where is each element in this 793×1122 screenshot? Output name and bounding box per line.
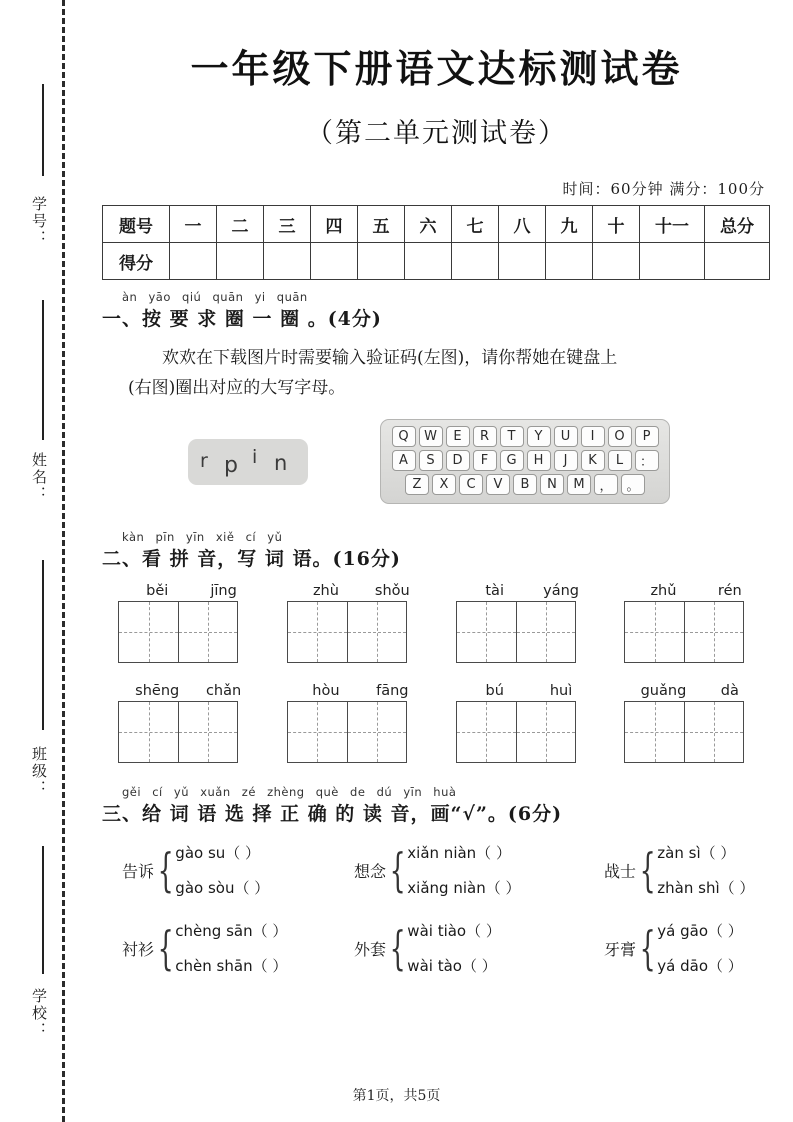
write-word-pinyin bbox=[456, 683, 601, 699]
question-1-title: 一、按 要 求 圈 一 圈 。(4分) bbox=[102, 308, 382, 330]
choice-option[interactable]: gào su（ ） bbox=[175, 844, 261, 862]
margin-rule-3 bbox=[42, 560, 44, 730]
score-cell-4[interactable] bbox=[311, 243, 358, 280]
key-l[interactable]: L bbox=[608, 450, 632, 471]
pinyin-syllable: shēng bbox=[135, 683, 180, 699]
key-n[interactable]: N bbox=[540, 474, 564, 495]
tianzige-cell[interactable] bbox=[178, 702, 237, 762]
score-cell-11[interactable] bbox=[640, 243, 705, 280]
question-3 bbox=[102, 785, 769, 976]
score-cell-6[interactable] bbox=[405, 243, 452, 280]
choice-option[interactable]: chèn shān（ ） bbox=[175, 957, 288, 975]
pinyin-syllable: yǔ bbox=[173, 785, 190, 799]
pinyin-syllable: dà bbox=[720, 683, 739, 699]
captcha-image bbox=[188, 439, 308, 485]
write-word-pinyin bbox=[118, 583, 263, 599]
pinyin-syllable: zé bbox=[241, 785, 256, 799]
tianzige-cell[interactable] bbox=[625, 702, 684, 762]
pinyin-syllable: huà bbox=[433, 785, 457, 799]
exam-meta-info: 时间：60分钟 满分：100分 bbox=[562, 180, 765, 198]
pinyin-syllable: xuǎn bbox=[200, 785, 231, 799]
pinyin-syllable: bú bbox=[485, 683, 504, 699]
key-h[interactable]: H bbox=[527, 450, 551, 471]
choice-option[interactable]: yá dāo（ ） bbox=[657, 957, 743, 975]
tianzige-grid[interactable] bbox=[287, 601, 407, 663]
choice-options bbox=[175, 920, 287, 976]
key-w[interactable]: W bbox=[419, 426, 443, 447]
pinyin-syllable: jīng bbox=[210, 583, 237, 599]
choice-item: 告诉 { gào su（ ） gào sòu（ ） bbox=[122, 843, 270, 897]
question-1-body bbox=[102, 343, 769, 403]
score-cell-10[interactable] bbox=[593, 243, 640, 280]
question-2-grid-row-1 bbox=[102, 583, 769, 663]
tianzige-cell[interactable] bbox=[625, 602, 684, 662]
pinyin-syllable: què bbox=[315, 785, 339, 799]
score-table-col-1: 一 bbox=[170, 206, 217, 243]
question-1-pinyin bbox=[122, 290, 769, 305]
choice-options bbox=[407, 842, 520, 898]
write-word-item bbox=[118, 583, 263, 663]
choice-item: 战士 { zàn sì（ ） zhàn shì（ ） bbox=[604, 843, 755, 897]
table-row-question-numbers bbox=[103, 206, 770, 243]
choice-word: 牙膏 bbox=[604, 939, 637, 959]
margin-field-school: 学校： bbox=[30, 988, 48, 1039]
pinyin-syllable: qiú bbox=[182, 290, 202, 304]
key-b[interactable]: B bbox=[513, 474, 537, 495]
score-cell-3[interactable] bbox=[264, 243, 311, 280]
tianzige-cell[interactable] bbox=[516, 602, 575, 662]
question-1-figures bbox=[102, 419, 769, 504]
page-subtitle: （第二单元测试卷） bbox=[306, 118, 567, 149]
page-title: 一年级下册语文达标测试卷 bbox=[190, 46, 683, 91]
key-a[interactable]: A bbox=[392, 450, 416, 471]
tianzige-cell[interactable] bbox=[288, 702, 347, 762]
choice-options bbox=[175, 842, 269, 898]
margin-field-name: 姓名： bbox=[30, 452, 48, 503]
footer-page-indicator: 第1页，共5页 bbox=[352, 1088, 441, 1104]
key-r[interactable]: R bbox=[473, 426, 497, 447]
question-1 bbox=[102, 290, 769, 504]
keyboard-row-1 bbox=[388, 426, 662, 447]
score-table-col-total: 总分 bbox=[705, 206, 770, 243]
captcha-letter-r: r bbox=[200, 449, 208, 472]
choice-option[interactable]: chèng sān（ ） bbox=[175, 922, 288, 940]
write-word-pinyin bbox=[624, 583, 769, 599]
write-word-pinyin bbox=[624, 683, 769, 699]
score-cell-9[interactable] bbox=[546, 243, 593, 280]
pinyin-syllable: běi bbox=[146, 583, 169, 599]
keyboard-image bbox=[380, 419, 670, 504]
pinyin-syllable: rén bbox=[717, 583, 742, 599]
key-period[interactable]: 。 bbox=[621, 474, 645, 495]
exam-page bbox=[80, 0, 793, 1122]
binding-margin bbox=[0, 0, 80, 1122]
choice-word: 想念 bbox=[354, 861, 387, 881]
tianzige-cell[interactable] bbox=[119, 602, 178, 662]
write-word-item bbox=[118, 683, 263, 763]
choice-option[interactable]: xiǎn niàn（ ） bbox=[407, 844, 511, 862]
choice-option[interactable]: wài tào（ ） bbox=[407, 957, 497, 975]
write-word-item bbox=[287, 583, 432, 663]
question-2-pinyin bbox=[122, 530, 769, 545]
pinyin-syllable: cí bbox=[245, 530, 257, 544]
score-cell-2[interactable] bbox=[217, 243, 264, 280]
key-colon[interactable]: ： bbox=[635, 450, 659, 471]
tianzige-cell[interactable] bbox=[457, 702, 516, 762]
score-cell-7[interactable] bbox=[452, 243, 499, 280]
pinyin-syllable: yǔ bbox=[267, 530, 283, 544]
write-word-item bbox=[456, 683, 601, 763]
key-j[interactable]: J bbox=[554, 450, 578, 471]
margin-rule-4 bbox=[42, 846, 44, 974]
choice-item: 外套 { wài tiào（ ） wài tào（ ） bbox=[354, 921, 501, 975]
choice-options bbox=[407, 920, 501, 976]
margin-rule-2 bbox=[42, 300, 44, 440]
key-v[interactable]: V bbox=[486, 474, 510, 495]
pinyin-syllable: yāo bbox=[148, 290, 171, 304]
key-t[interactable]: T bbox=[500, 426, 524, 447]
question-2 bbox=[102, 530, 769, 763]
tianzige-grid[interactable] bbox=[624, 601, 744, 663]
pinyin-syllable: xiě bbox=[215, 530, 235, 544]
tianzige-cell[interactable] bbox=[178, 602, 237, 662]
choice-option[interactable]: wài tiào（ ） bbox=[407, 922, 501, 940]
write-word-item bbox=[456, 583, 601, 663]
choice-word: 战士 bbox=[604, 861, 637, 881]
score-table-col-10: 十 bbox=[593, 206, 640, 243]
score-cell-total[interactable] bbox=[705, 243, 770, 280]
perforation-dashed-line bbox=[62, 0, 65, 1122]
table-row-scores bbox=[103, 243, 770, 280]
score-table-col-8: 八 bbox=[499, 206, 546, 243]
pinyin-syllable: zhù bbox=[312, 583, 339, 599]
choice-word: 告诉 bbox=[122, 861, 155, 881]
key-e[interactable]: E bbox=[446, 426, 470, 447]
question-3-choice-row-2 bbox=[102, 920, 769, 976]
pinyin-syllable: yáng bbox=[543, 583, 579, 599]
write-word-pinyin bbox=[118, 683, 263, 699]
key-g[interactable]: G bbox=[500, 450, 524, 471]
score-cell-1[interactable] bbox=[170, 243, 217, 280]
score-table-col-4: 四 bbox=[311, 206, 358, 243]
choice-option[interactable]: zàn sì（ ） bbox=[657, 844, 736, 862]
pinyin-syllable: dú bbox=[376, 785, 393, 799]
question-2-grid-row-2 bbox=[102, 683, 769, 763]
choice-option[interactable]: xiǎng niàn（ ） bbox=[407, 879, 521, 897]
pinyin-syllable: hòu bbox=[312, 683, 340, 699]
tianzige-grid[interactable] bbox=[456, 601, 576, 663]
score-table-col-9: 九 bbox=[546, 206, 593, 243]
tianzige-cell[interactable] bbox=[288, 602, 347, 662]
score-table-col-5: 五 bbox=[358, 206, 405, 243]
choice-word: 衬衫 bbox=[122, 939, 155, 959]
choice-options bbox=[657, 920, 743, 976]
tianzige-grid[interactable] bbox=[456, 701, 576, 763]
tianzige-cell[interactable] bbox=[516, 702, 575, 762]
question-3-pinyin bbox=[122, 785, 769, 800]
pinyin-syllable: guǎng bbox=[640, 683, 687, 699]
tianzige-cell[interactable] bbox=[457, 602, 516, 662]
key-p[interactable]: P bbox=[635, 426, 659, 447]
tianzige-cell[interactable] bbox=[347, 702, 406, 762]
key-z[interactable]: Z bbox=[405, 474, 429, 495]
key-u[interactable]: U bbox=[554, 426, 578, 447]
choice-options bbox=[657, 842, 754, 898]
choice-item: 牙膏 { yá gāo（ ） yá dāo（ ） bbox=[604, 921, 743, 975]
key-m[interactable]: M bbox=[567, 474, 591, 495]
tianzige-grid[interactable] bbox=[118, 601, 238, 663]
pinyin-syllable: huì bbox=[549, 683, 573, 699]
score-table-col-6: 六 bbox=[405, 206, 452, 243]
question-1-line-2: (右图)圈出对应的大写字母。 bbox=[128, 378, 346, 398]
tianzige-cell[interactable] bbox=[684, 602, 743, 662]
captcha-letter-i: i bbox=[252, 445, 258, 468]
question-2-title: 二、看 拼 音，写 词 语。(16分) bbox=[102, 548, 401, 570]
tianzige-grid[interactable] bbox=[287, 701, 407, 763]
tianzige-grid[interactable] bbox=[118, 701, 238, 763]
key-d[interactable]: D bbox=[446, 450, 470, 471]
key-x[interactable]: X bbox=[432, 474, 456, 495]
pinyin-syllable: cí bbox=[152, 785, 163, 799]
score-table-col-11: 十一 bbox=[640, 206, 705, 243]
pinyin-syllable: tài bbox=[485, 583, 504, 599]
key-o[interactable]: O bbox=[608, 426, 632, 447]
pinyin-syllable: yīn bbox=[185, 530, 205, 544]
key-c[interactable]: C bbox=[459, 474, 483, 495]
key-comma[interactable]: ， bbox=[594, 474, 618, 495]
tianzige-cell[interactable] bbox=[684, 702, 743, 762]
question-3-title: 三、给 词 语 选 择 正 确 的 读 音，画“√”。(6分) bbox=[102, 803, 563, 825]
key-f[interactable]: F bbox=[473, 450, 497, 471]
pinyin-syllable: chǎn bbox=[205, 683, 242, 699]
write-word-item bbox=[287, 683, 432, 763]
choice-option[interactable]: zhàn shì（ ） bbox=[657, 879, 755, 897]
write-word-item bbox=[624, 683, 769, 763]
pinyin-syllable: kàn bbox=[122, 530, 145, 544]
score-cell-5[interactable] bbox=[358, 243, 405, 280]
tianzige-cell[interactable] bbox=[119, 702, 178, 762]
question-3-choice-row-1 bbox=[102, 842, 769, 898]
tianzige-cell[interactable] bbox=[347, 602, 406, 662]
question-1-line-1: 欢欢在下载图片时需要输入验证码(左图)，请你帮她在键盘上 bbox=[162, 348, 618, 368]
keyboard-row-2 bbox=[388, 450, 662, 471]
margin-field-class: 班级： bbox=[30, 746, 48, 797]
write-word-item bbox=[624, 583, 769, 663]
choice-item: 衬衫 { chèng sān（ ） chèn shān（ ） bbox=[122, 921, 288, 975]
margin-rule-1 bbox=[42, 84, 44, 176]
score-cell-8[interactable] bbox=[499, 243, 546, 280]
key-q[interactable]: Q bbox=[392, 426, 416, 447]
pinyin-syllable: shǒu bbox=[374, 583, 410, 599]
tianzige-grid[interactable] bbox=[624, 701, 744, 763]
choice-option[interactable]: yá gāo（ ） bbox=[657, 922, 743, 940]
key-i[interactable]: I bbox=[581, 426, 605, 447]
keyboard-row-3 bbox=[388, 474, 662, 495]
pinyin-syllable: yi bbox=[254, 290, 266, 304]
pinyin-syllable: zhèng bbox=[267, 785, 305, 799]
choice-item: 想念 { xiǎn niàn（ ） xiǎng niàn（ ） bbox=[354, 843, 521, 897]
score-table-col-7: 七 bbox=[452, 206, 499, 243]
key-y[interactable]: Y bbox=[527, 426, 551, 447]
pinyin-syllable: quān bbox=[212, 290, 244, 304]
pinyin-syllable: de bbox=[350, 785, 366, 799]
pinyin-syllable: quān bbox=[276, 290, 308, 304]
margin-field-student-id: 学号： bbox=[30, 196, 48, 247]
key-k[interactable]: K bbox=[581, 450, 605, 471]
write-word-pinyin bbox=[287, 683, 432, 699]
key-s[interactable]: S bbox=[419, 450, 443, 471]
choice-option[interactable]: gào sòu（ ） bbox=[175, 879, 270, 897]
write-word-pinyin bbox=[456, 583, 601, 599]
score-table-col-3: 三 bbox=[264, 206, 311, 243]
pinyin-syllable: pīn bbox=[155, 530, 175, 544]
pinyin-syllable: àn bbox=[122, 290, 138, 304]
pinyin-syllable: yīn bbox=[403, 785, 423, 799]
score-table-row-label-score: 得分 bbox=[103, 243, 170, 280]
captcha-letter-p: p bbox=[224, 452, 238, 478]
choice-word: 外套 bbox=[354, 939, 387, 959]
pinyin-syllable: zhǔ bbox=[650, 583, 677, 599]
captcha-letter-n: n bbox=[274, 450, 288, 475]
score-table-row-label-question: 题号 bbox=[103, 206, 170, 243]
pinyin-syllable: gěi bbox=[122, 785, 142, 799]
score-table-col-2: 二 bbox=[217, 206, 264, 243]
pinyin-syllable: fāng bbox=[376, 683, 409, 699]
score-table bbox=[102, 205, 770, 280]
write-word-pinyin bbox=[287, 583, 432, 599]
